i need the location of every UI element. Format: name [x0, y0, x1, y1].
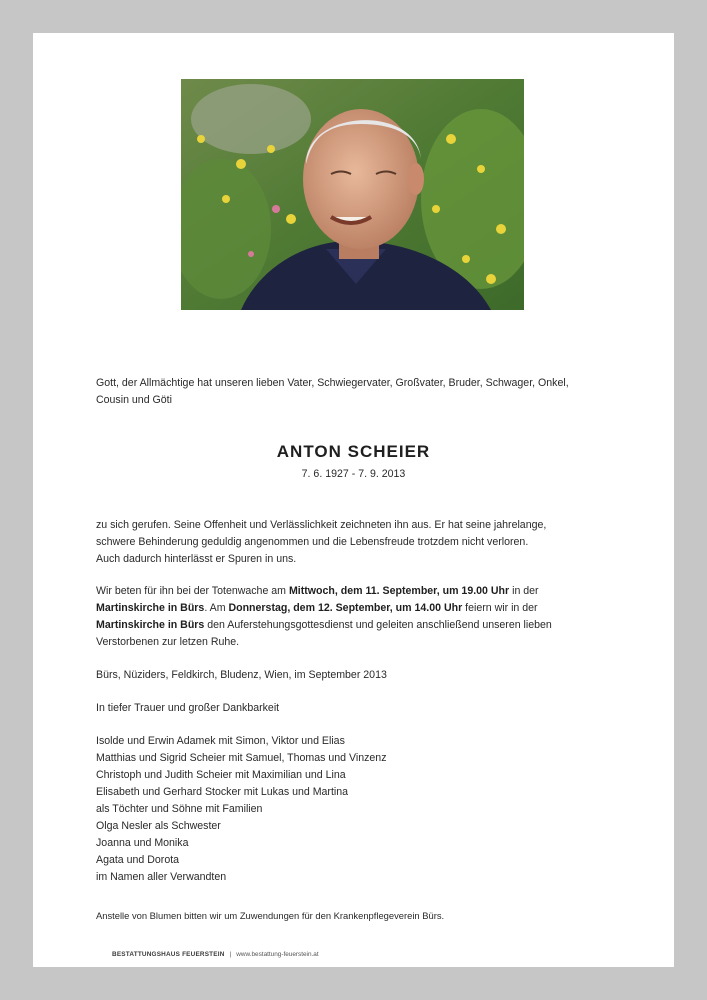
- funeral-home-name: BESTATTUNGSHAUS FEUERSTEIN: [112, 951, 225, 958]
- place-date: Bürs, Nüziders, Feldkirch, Bludenz, Wien, im September 2013: [96, 669, 387, 681]
- portrait-photo: [181, 79, 524, 310]
- wake-date: Mittwoch, dem 11. September, um 19.00 Uhr: [288, 585, 510, 597]
- mourner-entry: Joanna und Monika: [96, 837, 189, 849]
- mourner-entry: Isolde und Erwin Adamek mit Simon, Viktor und Elias: [96, 735, 345, 747]
- footer-separator: |: [229, 951, 232, 958]
- mourner-entry: Christoph und Judith Scheier mit Maximilian und Lina: [96, 769, 346, 781]
- portrait-image: [181, 79, 524, 310]
- mourner-entry: Matthias und Sigrid Scheier mit Samuel, Thomas und Vinzenz: [96, 752, 387, 764]
- life-dates: 7. 6. 1927 - 7. 9. 2013: [301, 468, 406, 480]
- service-text: Wir beten für ihn bei der Totenwache am: [96, 585, 289, 597]
- donation-note: Anstelle von Blumen bitten wir um Zuwendungen für den Krankenpflegeverein Bürs.: [96, 910, 445, 921]
- intro-line: Cousin und Göti: [96, 394, 172, 406]
- mourner-entry: Olga Nesler als Schwester: [96, 820, 221, 832]
- obituary-page: [33, 33, 674, 967]
- service-text: den Auferstehungsgottesdienst und geleiten anschließend unseren lieben: [204, 619, 552, 631]
- service-paragraph: [96, 583, 616, 651]
- church-name: Martinskirche in Bürs: [96, 619, 205, 631]
- deceased-name: ANTON SCHEIER: [276, 442, 431, 461]
- mourner-entry: Agata und Dorota: [96, 854, 180, 866]
- tribute-line: schwere Behinderung geduldig angenommen und die Lebensfreude trotzdem nicht verloren.: [96, 536, 529, 548]
- service-text: in der: [509, 585, 539, 597]
- intro-paragraph: [96, 375, 616, 409]
- service-text: . Am: [204, 602, 229, 614]
- service-line: Verstorbenen zur letzen Ruhe.: [96, 636, 240, 648]
- intro-line: Gott, der Allmächtige hat unseren lieben Vater, Schwiegervater, Großvater, Bruder, Schwager, Onkel,: [96, 377, 569, 389]
- funeral-home-website: www.bestattung-feuerstein.at: [236, 951, 319, 958]
- service-line: [96, 617, 616, 634]
- mourner-entry: im Namen aller Verwandten: [96, 871, 227, 883]
- funeral-date: Donnerstag, dem 12. September, um 14.00 Uhr: [228, 602, 463, 614]
- tribute-line: Auch dadurch hinterlässt er Spuren in uns.: [96, 553, 297, 565]
- mourner-entry: als Töchter und Söhne mit Familien: [96, 803, 263, 815]
- grief-line: In tiefer Trauer und großer Dankbarkeit: [96, 702, 280, 714]
- tribute-line: zu sich gerufen. Seine Offenheit und Verlässlichkeit zeichneten ihn aus. Er hat seine jahrelange,: [96, 519, 547, 531]
- church-name: Martinskirche in Bürs: [96, 602, 205, 614]
- mourner-entry: Elisabeth und Gerhard Stocker mit Lukas und Martina: [96, 786, 349, 798]
- service-line: [96, 583, 616, 600]
- mourners-list: [96, 733, 616, 886]
- footer: [112, 951, 319, 958]
- tribute-paragraph: [96, 517, 616, 568]
- service-text: feiern wir in der: [462, 602, 538, 614]
- service-line: [96, 600, 616, 617]
